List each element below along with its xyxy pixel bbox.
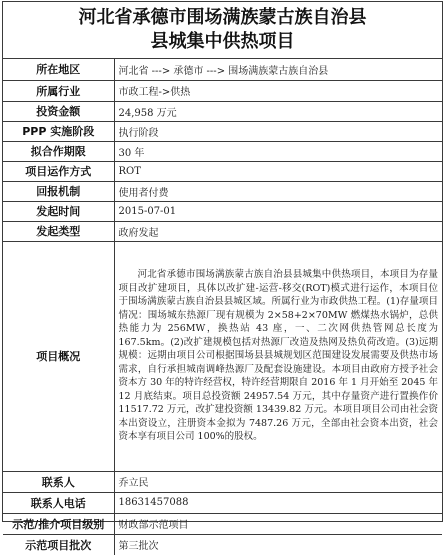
row-value: 第三批次 [114,534,442,555]
row-label: 项目运作方式 [3,161,114,181]
row-label: 示范/推介项目级别 [3,513,114,534]
row-value: 乔立民 [114,471,442,492]
row-value: 30 年 [114,141,442,161]
row-investment [3,101,442,121]
row-label: 所属行业 [3,80,114,101]
row-label: PPP 实施阶段 [3,121,114,141]
row-industry [3,80,442,101]
row-label: 发起时间 [3,201,114,221]
title-line-2: 县城集中供热项目 [150,31,295,52]
row-value: ROT [114,161,442,181]
row-label: 拟合作期限 [3,141,114,161]
row-demo-level [3,513,442,534]
row-value: 河北省 ---> 承德市 ---> 围场满族蒙古族自治县 [114,59,442,80]
row-overview [3,241,442,471]
row-label: 联系人电话 [3,492,114,513]
row-value: 2015-07-01 [114,201,442,221]
project-sheet [2,1,443,553]
project-info-table [3,59,442,555]
row-return-mechanism [3,181,442,201]
row-ppp-stage [3,121,442,141]
row-value: 使用者付费 [114,181,442,201]
row-value: 政府发起 [114,221,442,241]
row-start-date [3,201,442,221]
row-value: 财政部示范项目 [114,513,442,534]
row-label: 示范项目批次 [3,534,114,555]
row-value: 24,958 万元 [114,101,442,121]
row-contact-phone [3,492,442,513]
row-term [3,141,442,161]
row-demo-batch [3,534,442,555]
row-label: 发起类型 [3,221,114,241]
row-region [3,59,442,80]
row-label: 回报机制 [3,181,114,201]
page-title [3,2,442,59]
title-line-1: 河北省承德市围场满族蒙古族自治县 [78,7,367,28]
row-label: 联系人 [3,471,114,492]
row-value: 18631457088 [114,492,442,513]
row-label: 投资金额 [3,101,114,121]
project-overview-text: 河北省承德市围场满族蒙古族自治县县城集中供热项目，本项目为存量项目改扩建项目，具体以改扩建-运营-移交(ROT)模式进行运作，本项目位于围场满族蒙古族自治县县城区域。所属行业为市政供热工程。(1)存量项目情况：围场城东热源厂现有规模为 2×58+2×70MW 燃煤热水锅炉，总供热能力为 256MW，换热站 43 座，一、二次网供热管网总长度为 167.5km。(2)改扩建规模包括对热源厂改造及热网及热负荷改造。(3)远期规模：远期由项目公司根据围场县县城规划区范围建设发展需要及供热市场需求，自行承担城南调峰热源厂及配套设施建设。本项目由政府方授予社会资本方 30 年的特许经营权，特许经营期限自 2016 年 1 月开始至 2045 年 12 月底结束。项目总投资额 24957.54 万元，其中存量资产进行置换作价 11517.72 万元，改扩建投资额 13439.82 万元。本项目项目公司由社会资本出资设立，注册资本金拟为 7487.26 万元，全部由社会资本出资，社会资本享有项目公司 100%的股权。 [114,241,442,471]
row-initiation-type [3,221,442,241]
row-contact [3,471,442,492]
row-label: 所在地区 [3,59,114,80]
row-operation-mode [3,161,442,181]
row-label: 项目概况 [3,241,114,471]
row-value: 市政工程->供热 [114,80,442,101]
row-value: 执行阶段 [114,121,442,141]
